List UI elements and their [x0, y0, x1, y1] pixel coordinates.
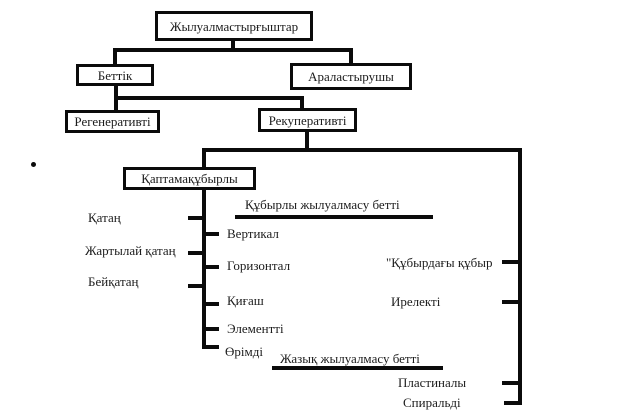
label-nonrigid: Бейқатаң: [88, 274, 139, 289]
recuperative-box: [258, 108, 357, 132]
shell-tube-box: [123, 167, 256, 190]
tick-inclined-item: [204, 302, 219, 306]
tick-plate: [502, 381, 518, 385]
recuperative-box-label: Рекуперативті: [268, 112, 347, 128]
label-horizontal: Горизонтал: [227, 258, 291, 273]
label-vertical: Вертикал: [227, 226, 279, 241]
tick-nonrigid: [188, 284, 204, 288]
regenerative-box: [65, 110, 160, 133]
tick-vertical-item: [204, 232, 219, 236]
connector-level3-horizontal: [202, 148, 522, 152]
root-box: [155, 11, 313, 41]
tick-semirigid: [188, 251, 204, 255]
root-box-label: Жылуалмастырғыштар: [169, 18, 299, 34]
stray-bullet-dot: [31, 162, 36, 167]
flat-heading-underline: [272, 366, 443, 370]
connector-drop-shell-tube: [202, 148, 206, 169]
tick-horizontal-item: [204, 265, 219, 269]
surface-box-label: Беттік: [97, 67, 133, 83]
shell-tube-box-label: Қаптамақұбырлы: [141, 171, 238, 186]
label-coil: Өрімді: [225, 344, 263, 359]
label-element: Элементті: [227, 321, 284, 336]
label-rigid: Қатаң: [88, 210, 121, 225]
tick-tube-in-tube: [502, 260, 518, 264]
label-inclined: Қиғаш: [227, 293, 264, 308]
tick-coil-item-foot: [204, 345, 219, 349]
regenerative-box-label: Регенеративті: [74, 114, 151, 129]
label-tube-in-tube: "Құбырдағы құбыр: [386, 255, 493, 270]
tick-serpentine: [502, 300, 518, 304]
mixing-box: [290, 63, 412, 90]
right-branch-vertical: [518, 148, 522, 405]
label-spiral: Спиральді: [403, 395, 461, 410]
surface-box: [76, 64, 154, 86]
tube-heading-underline: [235, 215, 433, 219]
tick-spiral-foot: [504, 401, 520, 405]
label-plate: Пластиналы: [398, 375, 467, 390]
label-semirigid: Жартылай қатаң: [85, 243, 176, 258]
connector-level2-horizontal: [114, 96, 304, 100]
mixing-box-label: Араластырушы: [308, 69, 394, 84]
tick-element-item: [204, 327, 219, 331]
connector-recuperative-stub: [305, 130, 309, 150]
flat-surface-heading: Жазық жылуалмасу бетті: [280, 351, 420, 366]
tick-rigid: [188, 216, 204, 220]
label-serpentine: Ирелекті: [391, 294, 441, 309]
tube-surface-heading: Құбырлы жылуалмасу бетті: [245, 197, 400, 212]
connector-level1-horizontal: [113, 48, 353, 52]
